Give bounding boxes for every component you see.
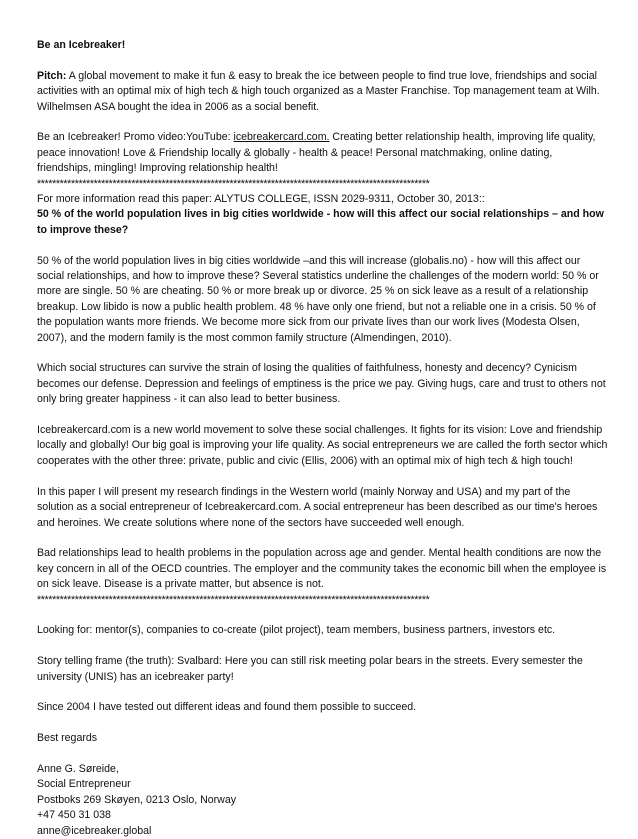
paper-reference bbox=[37, 192, 608, 238]
promo-link[interactable]: icebreakercard.com. bbox=[233, 131, 330, 144]
signature-name: Anne G. Søreide, bbox=[37, 762, 119, 775]
body-paragraph-4: In this paper I will present my research findings in the Western world (mainly Norway and USA) and my part of the solution as a social entrepreneur of Icebreakercard.com. A social entrepreneur has been described as our time's heroes and heroines. We create solutions where none of the sectors have succeeded well enough. bbox=[37, 485, 598, 529]
separator-line-2: ******************************************************************************************************** bbox=[37, 593, 430, 606]
separator-line: ******************************************************************************************************** bbox=[37, 177, 430, 190]
body-paragraph-3: Icebreakercard.com is a new world movement to solve these social challenges. It fights for its vision: Love and friendship locally and globally! Our big goal is improving your life quality. As social entrepreneurs we are called the forth sector which cooperates with the other three: private, public and civic (Ellis, 2006) with an optimal mix of high tech & high touch! bbox=[37, 424, 608, 467]
body-paragraph-5: Bad relationships lead to health problems in the population across age and gender. Mental health conditions are now the key concern in all of the OECD countries. The employer and the community takes the economic bill when the employee is on sick leave. Disease is a private matter, but absence is not. bbox=[37, 547, 607, 591]
paper-headline: 50 % of the world population lives in big cities worldwide - how will this affect our social relationships – and how to improve these? bbox=[37, 208, 604, 236]
pitch-paragraph bbox=[37, 69, 608, 115]
closing-line: Best regards bbox=[37, 732, 98, 745]
paper-ref-text: For more information read this paper: ALYTUS COLLEGE, ISSN 2029-9311, October 30, 2013:: bbox=[37, 193, 485, 206]
promo-paragraph bbox=[37, 130, 608, 176]
signature-address: Postboks 269 Skøyen, 0213 Oslo, Norway bbox=[37, 793, 237, 806]
document-title: Be an Icebreaker! bbox=[37, 39, 126, 51]
body-paragraph-2: Which social structures can survive the strain of losing the qualities of faithfulness, honesty and decency? Cynicism becomes our defense. Depression and feelings of emptiness is the price we pay. Giving hugs, care and trust to others not only bring greater happiness - it can also lead to better business. bbox=[37, 362, 606, 406]
looking-for-paragraph: Looking for: mentor(s), companies to co-create (pilot project), team members, business partners, investors etc. bbox=[37, 624, 556, 637]
signature-block bbox=[37, 762, 608, 839]
promo-text-after: Creating better relationship health, improving life quality, peace innovation! Love & Friendship locally & globally - health & peace! Personal matchmaking, online dating, friendships, mingling! Improving relationship health! bbox=[37, 131, 596, 175]
signature-phone: +47 450 31 038 bbox=[37, 809, 111, 822]
promo-text-before: Be an Icebreaker! Promo video:YouTube: bbox=[37, 131, 234, 144]
story-paragraph: Story telling frame (the truth): Svalbard: Here you can still risk meeting polar bears in the streets. Every semester the university (UNIS) has an icebreaker party! bbox=[37, 655, 583, 683]
signature-email[interactable]: anne@icebreaker.global bbox=[37, 824, 152, 837]
since-paragraph: Since 2004 I have tested out different ideas and found them possible to succeed. bbox=[37, 701, 417, 714]
body-paragraph-1: 50 % of the world population lives in big cities worldwide –and this will increase (globalis.no) - how will this affect our social relationships, and how to improve these? Several statistics underline the challenges of the modern world: 50 % or more are single. 50 % are cheating. 50 % or more break up or divorce. 25 % on sick leave as a result of a relationship breakup. Low libido is now a public health problem. 48 % have only one friend, but not a reliable one in a crisis. 50 % of the population wants more friends. We become more sick from our private lives than our work lives (Modesta Olsen, 2007), and the modern family is the most common family structure (Almendingen, 2010). bbox=[37, 254, 599, 344]
pitch-text: A global movement to make it fun & easy to break the ice between people to find true love, friendships and social activities with an optimal mix of high tech & high touch organized as a Master Franchise. Top management team at Wilh. Wilhelmsen ASA bought the idea in 2006 as a social benefit. bbox=[37, 69, 600, 113]
pitch-label: Pitch: bbox=[37, 69, 67, 82]
signature-role: Social Entrepreneur bbox=[37, 778, 131, 791]
